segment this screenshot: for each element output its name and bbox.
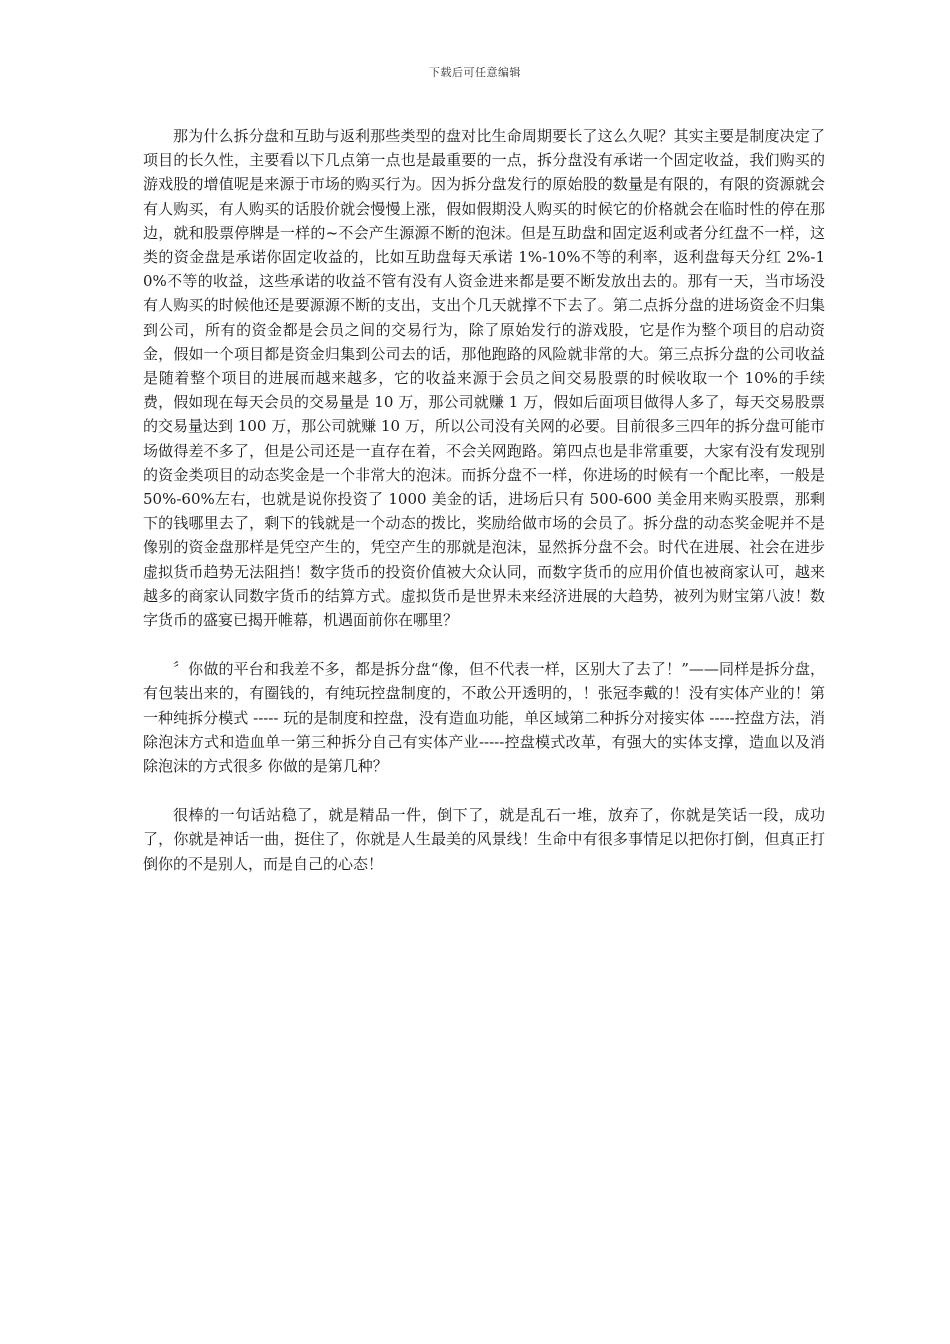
paragraph-1: 那为什么拆分盘和互助与返利那些类型的盘对比生命周期要长了这么久呢？其实主要是制度决定了项目的长久性，主要看以下几点第一点也是最重要的一点，拆分盘没有承诺一个固定收益，我们购买的游戏股的增值呢是来源于市场的购买行为。因为拆分盘发行的原始股的数量是有限的，有限的资源就会有人购买，有人购买的话股价就会慢慢上涨，假如假期没人购买的时候它的价格就会在临时性的停在那边，就和股票停牌是一样的~不会产生源源不断的泡沫。但是互助盘和固定返利或者分红盘不一样，这类的资金盘是承诺你固定收益的，比如互助盘每天承诺 1%-10%不等的利率，返利盘每天分红 2%-10%不等的收益，这些承诺的收益不管有没有人资金进来都是要不断发放出去的。那有一天，当市场没有人购买的时候他还是要源源不断的支出，支出个几天就撑不下去了。第二点拆分盘的进场资金不归集到公司，所有的资金都是会员之间的交易行为，除了原始发行的游戏股，它是作为整个项目的启动资金，假如一个项目都是资金归集到公司去的话，那他跑路的风险就非常的大。第三点拆分盘的公司收益是随着整个项目的进展而越来越多，它的收益来源于会员之间交易股票的时候收取一个 10%的手续费，假如现在每天会员的交易量是 10 万，那公司就赚 1 万，假如后面项目做得人多了，每天交易股票的交易量达到 100 万，那公司就赚 10 万，所以公司没有关网的必要。目前很多三四年的拆分盘可能市场做得差不多了，但是公司还是一直存在着，不会关网跑路。第四点也是非常重要，大家有没有发现别的资金类项目的动态奖金是一个非常大的泡沫。而拆分盘不一样，你进场的时候有一个配比率，一般是 50%-60%左右，也就是说你投资了 1000 美金的话，进场后只有 500-600 美金用来购买股票，那剩下的钱哪里去了，剩下的钱就是一个动态的拨比，奖励给做市场的会员了。拆分盘的动态奖金呢并不是像别的资金盘那样是凭空产生的，凭空产生的那就是泡沫，显然拆分盘不会。时代在进展、社会在进步虚拟货币趋势无法阻挡！数字货币的投资价值被大众认同，而数字货币的应用价值也被商家认可，越来越多的商家认同数字货币的结算方式。虚拟货币是世界未来经济进展的大趋势，被列为财宝第八波！数字货币的盛宴已揭开帷幕，机遇面前你在哪里？ [143,127,825,630]
document-body [143,124,825,901]
page-header: 下载后可任意编辑 [429,66,521,79]
paragraph-3: 很棒的一句话站稳了，就是精品一件，倒下了，就是乱石一堆，放弃了，你就是笑话一段，成功了，你就是神话一曲，挺住了，你就是人生最美的风景线！生命中有很多事情足以把你打倒，但真正打倒你的不是别人，而是自己的心态！ [143,806,825,873]
paragraph-2: 〞你做的平台和我差不多，都是拆分盘“像，但不代表一样，区别大了去了！”——同样是拆分盘，有包装出来的，有圈钱的，有纯玩控盘制度的，不敢公开透明的，！张冠李戴的！没有实体产业的！第一种纯拆分模式 ----- 玩的是制度和控盘，没有造血功能，单区域第二种拆分对接实体 -----控盘方法，消除泡沫方式和造血单一第三种拆分自己有实体产业-----控盘模式改革，有强大的实体支撑，造血以及消除泡沫的方式很多 你做的是第几种？ [143,660,825,776]
